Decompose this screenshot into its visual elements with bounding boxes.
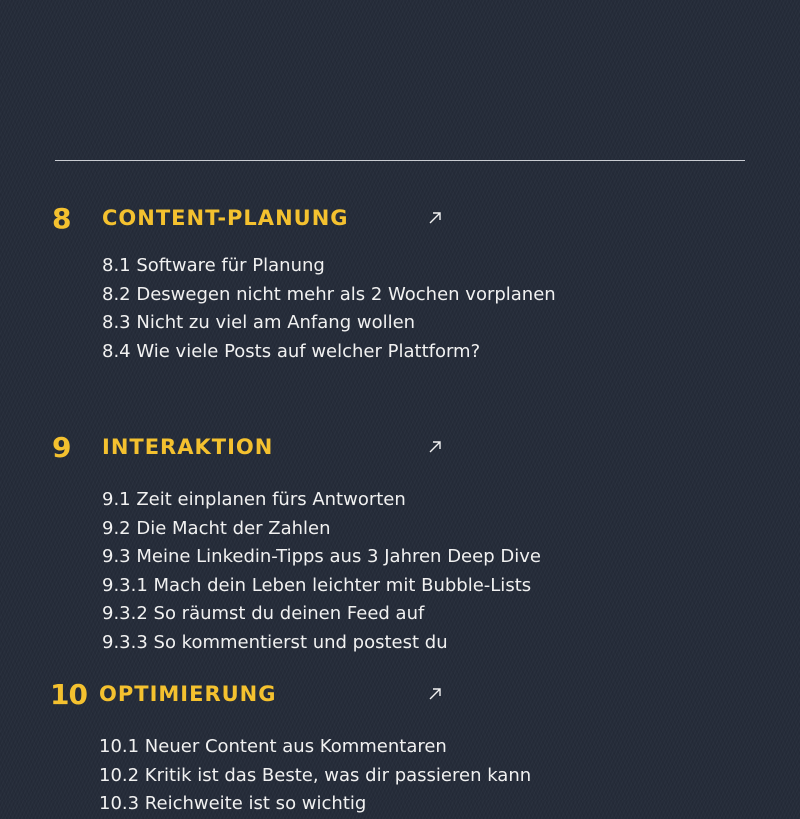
section-number: 9	[52, 431, 71, 464]
list-item[interactable]: 8.3 Nicht zu viel am Anfang wollen	[102, 312, 416, 333]
section-items	[102, 486, 541, 657]
section-interaktion	[0, 431, 800, 653]
section-title[interactable]: CONTENT-PLANUNG	[102, 206, 349, 230]
list-item[interactable]: 8.4 Wie viele Posts auf welcher Plattform?	[102, 340, 481, 362]
section-optimierung	[0, 678, 800, 814]
list-item[interactable]: 9.3.2 So räumst du deinen Feed auf	[102, 603, 425, 624]
arrow-up-right-icon[interactable]	[427, 210, 443, 226]
list-item[interactable]: 10.2 Kritik ist das Beste, was dir passieren kann	[99, 764, 532, 786]
section-number: 8	[52, 202, 71, 235]
list-item[interactable]: 9.2 Die Macht der Zahlen	[102, 517, 331, 539]
section-header[interactable]	[0, 431, 800, 471]
section-items	[99, 733, 531, 819]
list-item[interactable]: 8.1 Software für Planung	[102, 255, 325, 276]
list-item[interactable]: 9.3 Meine Linkedin-Tipps aus 3 Jahren Deep Dive	[102, 546, 541, 567]
section-items	[102, 252, 556, 366]
list-item[interactable]: 9.3.1 Mach dein Leben leichter mit Bubble-Lists	[102, 574, 532, 596]
section-title[interactable]: OPTIMIERUNG	[99, 682, 277, 706]
section-content-planung	[0, 202, 800, 362]
section-header[interactable]	[0, 678, 800, 718]
list-item[interactable]: 8.2 Deswegen nicht mehr als 2 Wochen vorplanen	[102, 283, 556, 305]
arrow-up-right-icon[interactable]	[427, 686, 443, 702]
section-number: 10	[50, 678, 87, 711]
list-item[interactable]: 10.1 Neuer Content aus Kommentaren	[99, 736, 447, 757]
list-item[interactable]: 9.1 Zeit einplanen fürs Antworten	[102, 489, 406, 510]
list-item[interactable]: 10.3 Reichweite ist so wichtig	[99, 793, 367, 814]
list-item[interactable]: 9.3.3 So kommentierst und postest du	[102, 631, 448, 653]
section-header[interactable]	[0, 202, 800, 242]
arrow-up-right-icon[interactable]	[427, 439, 443, 455]
divider-line	[55, 160, 745, 161]
section-title[interactable]: INTERAKTION	[102, 435, 274, 459]
